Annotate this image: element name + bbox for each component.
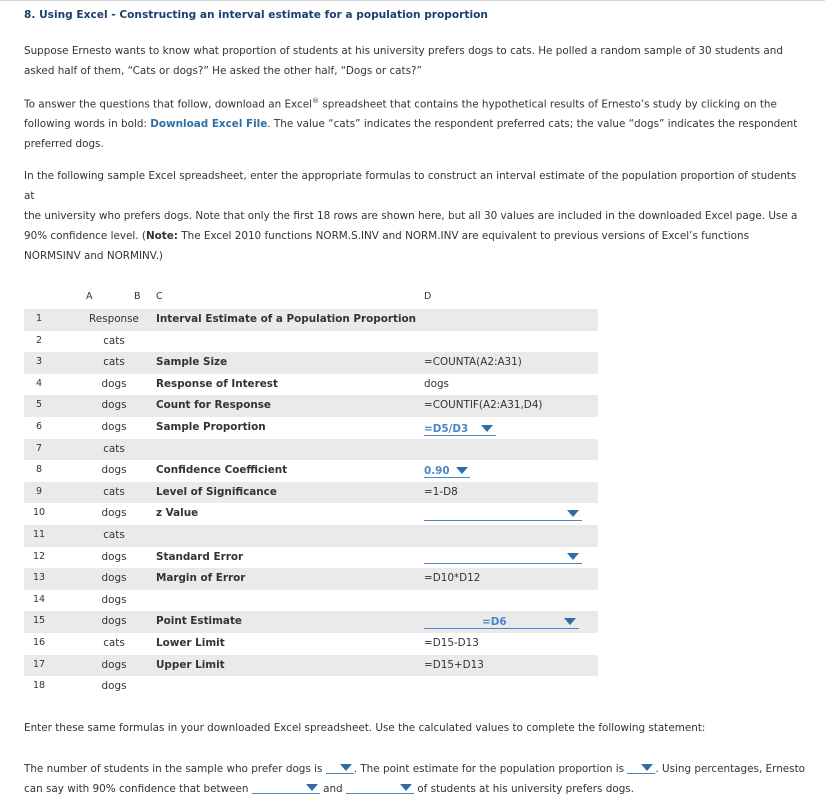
cell-a: cats — [103, 356, 125, 369]
cell-d: dogs — [424, 377, 449, 390]
row-number: 7 — [35, 442, 43, 454]
cell-c: Sample Size — [156, 356, 228, 369]
table-row — [24, 395, 598, 417]
dropdown-arrow-icon — [481, 425, 493, 432]
row-number: 9 — [35, 485, 43, 497]
download-line-3: preferred dogs. — [24, 138, 104, 151]
download-line-1: To answer the questions that follow, download an Excel® spreadsheet that contains the hypothetical results of Ernesto’s study by clicking on the — [24, 97, 777, 111]
cell-d: =D15-D13 — [424, 637, 479, 649]
note-label: Note: — [145, 230, 178, 242]
cell-c: Sample Proportion — [156, 421, 266, 433]
dropdown-arrow-icon — [564, 618, 576, 625]
intro-line-1: Suppose Ernesto wants to know what proportion of students at his university prefers dogs to cats. He polled a random sample of 30 students and — [24, 45, 783, 57]
top-divider — [0, 0, 825, 1]
download-line-2: following words in bold: Download Excel File. The value “cats” indicates the respondent preferred cats; the value “dogs” indicates the respondent — [24, 118, 798, 131]
table-row — [24, 439, 598, 461]
row-number: 5 — [35, 399, 43, 411]
cell-c: Point Estimate — [156, 615, 242, 628]
cell-d: =COUNTIF(A2:A31,D4) — [424, 399, 543, 412]
row-number: 4 — [35, 377, 43, 389]
upper-limit-dropdown[interactable] — [346, 781, 414, 794]
intro-paragraph — [24, 41, 799, 81]
dropdown-arrow-icon — [567, 510, 579, 517]
d6-formula-dropdown[interactable]: =D5/D3 — [424, 421, 496, 436]
cell-a: Response — [89, 313, 139, 325]
cell-a: dogs — [101, 680, 127, 693]
cell-c: Upper Limit — [156, 658, 225, 671]
cell-a: dogs — [101, 615, 127, 628]
d15-point-estimate-dropdown[interactable]: =D6 — [424, 614, 579, 629]
dropdown-arrow-icon — [567, 553, 579, 560]
cell-a: cats — [103, 442, 125, 455]
cell-c: Standard Error — [156, 550, 244, 563]
dropdown-arrow-icon — [456, 467, 468, 474]
row-number: 11 — [32, 529, 46, 540]
enter-formulas-text: Enter these same formulas in your downloaded Excel spreadsheet. Use the calculated values to complete the following statement: — [24, 722, 706, 734]
row-number: 16 — [32, 637, 46, 648]
row-number: 3 — [35, 356, 43, 368]
instructions-line-2: the university who prefers dogs. Note that only the first 18 rows are shown here, but all 30 values are included in the downloaded Excel page. Use a — [24, 210, 798, 222]
cell-c: Count for Response — [156, 399, 271, 412]
table-row — [24, 482, 598, 504]
col-header-a: A — [86, 291, 93, 302]
cell-a: dogs — [101, 658, 127, 671]
table-row — [24, 525, 598, 547]
row-number: 6 — [35, 421, 43, 432]
row-number: 18 — [32, 680, 46, 692]
statement-paragraph — [24, 759, 806, 799]
table-row — [24, 374, 598, 396]
cell-a: cats — [103, 485, 125, 498]
cell-a: dogs — [101, 421, 127, 433]
cell-c: Confidence Coefficient — [156, 464, 288, 477]
registered-mark: ® — [312, 97, 320, 105]
instructions-line-1: In the following sample Excel spreadsheet, enter the appropriate formulas to construct an interval estimate of the population proportion of students at — [24, 170, 797, 202]
row-number: 17 — [32, 658, 46, 670]
cell-a: cats — [103, 637, 125, 649]
table-row — [24, 331, 598, 353]
row-number: 10 — [32, 507, 46, 519]
dropdown-arrow-icon — [306, 784, 318, 791]
table-row — [24, 590, 598, 612]
cell-a: dogs — [101, 572, 127, 585]
cell-c: Response of Interest — [156, 377, 278, 390]
dropdown-arrow-icon — [340, 764, 352, 771]
table-row — [24, 417, 598, 439]
statement-line-1: The number of students in the sample who prefer dogs is . The point estimate for the population proportion is . Using percentages, Ernesto — [24, 763, 806, 775]
table-row — [24, 676, 598, 698]
download-paragraph — [24, 91, 799, 154]
d8-confidence-dropdown[interactable]: 0.90 — [424, 463, 470, 478]
instructions-paragraph — [24, 166, 799, 266]
d10-z-value-dropdown[interactable] — [424, 506, 582, 521]
cell-a: dogs — [101, 507, 127, 520]
instructions-line-4: NORMSINV and NORMINV.) — [24, 250, 163, 262]
cell-a: dogs — [101, 593, 127, 606]
cell-a: dogs — [101, 377, 127, 390]
dogs-count-dropdown[interactable] — [326, 761, 354, 774]
instructions-line-3: 90% confidence level. (Note: The Excel 2010 functions NORM.S.INV and NORM.INV are equivalent to previous versions of Excel’s functions — [24, 230, 750, 242]
dropdown-arrow-icon — [400, 784, 412, 791]
cell-c: Level of Significance — [156, 485, 277, 498]
d12-standard-error-dropdown[interactable] — [424, 549, 582, 564]
table-row — [24, 352, 598, 374]
cell-a: cats — [103, 334, 125, 347]
row-number: 12 — [32, 550, 46, 562]
table-row — [24, 568, 598, 590]
col-header-c: C — [156, 291, 163, 302]
cell-a: dogs — [101, 464, 127, 477]
cell-d: =COUNTA(A2:A31) — [424, 356, 522, 369]
cell-d: =D15+D13 — [424, 658, 484, 671]
col-header-d: D — [424, 291, 432, 302]
row-number: 8 — [35, 464, 43, 476]
row-number: 1 — [35, 313, 43, 324]
cell-a: cats — [103, 529, 125, 541]
cell-d: =1-D8 — [424, 485, 458, 498]
table-row — [24, 655, 598, 677]
cell-c: z Value — [156, 507, 199, 520]
cell-d: =D10*D12 — [424, 572, 481, 585]
question-title: 8. Using Excel - Constructing an interval estimate for a population proportion — [24, 9, 488, 21]
row-number: 2 — [35, 334, 43, 346]
cell-a: dogs — [101, 550, 127, 563]
point-estimate-dropdown[interactable] — [627, 761, 655, 774]
table-row — [24, 309, 598, 331]
row-number: 13 — [32, 572, 46, 584]
table-row — [24, 633, 598, 655]
intro-line-2: asked half of them, “Cats or dogs?” He asked the other half, “Dogs or cats?” — [24, 65, 422, 77]
lower-limit-dropdown[interactable] — [252, 781, 320, 794]
row-number: 14 — [32, 593, 46, 605]
dropdown-arrow-icon — [641, 764, 653, 771]
row-number: 15 — [32, 615, 46, 627]
table-row — [24, 460, 598, 482]
cell-a: dogs — [101, 399, 127, 412]
download-excel-link[interactable]: Download Excel File — [150, 118, 268, 131]
statement-line-2: can say with 90% confidence that between and of students at his university prefers dogs. — [24, 783, 635, 795]
cell-c: Interval Estimate of a Population Proportion — [156, 313, 417, 325]
cell-c: Margin of Error — [156, 572, 246, 585]
col-header-b: B — [134, 291, 141, 302]
cell-c: Lower Limit — [156, 637, 225, 649]
